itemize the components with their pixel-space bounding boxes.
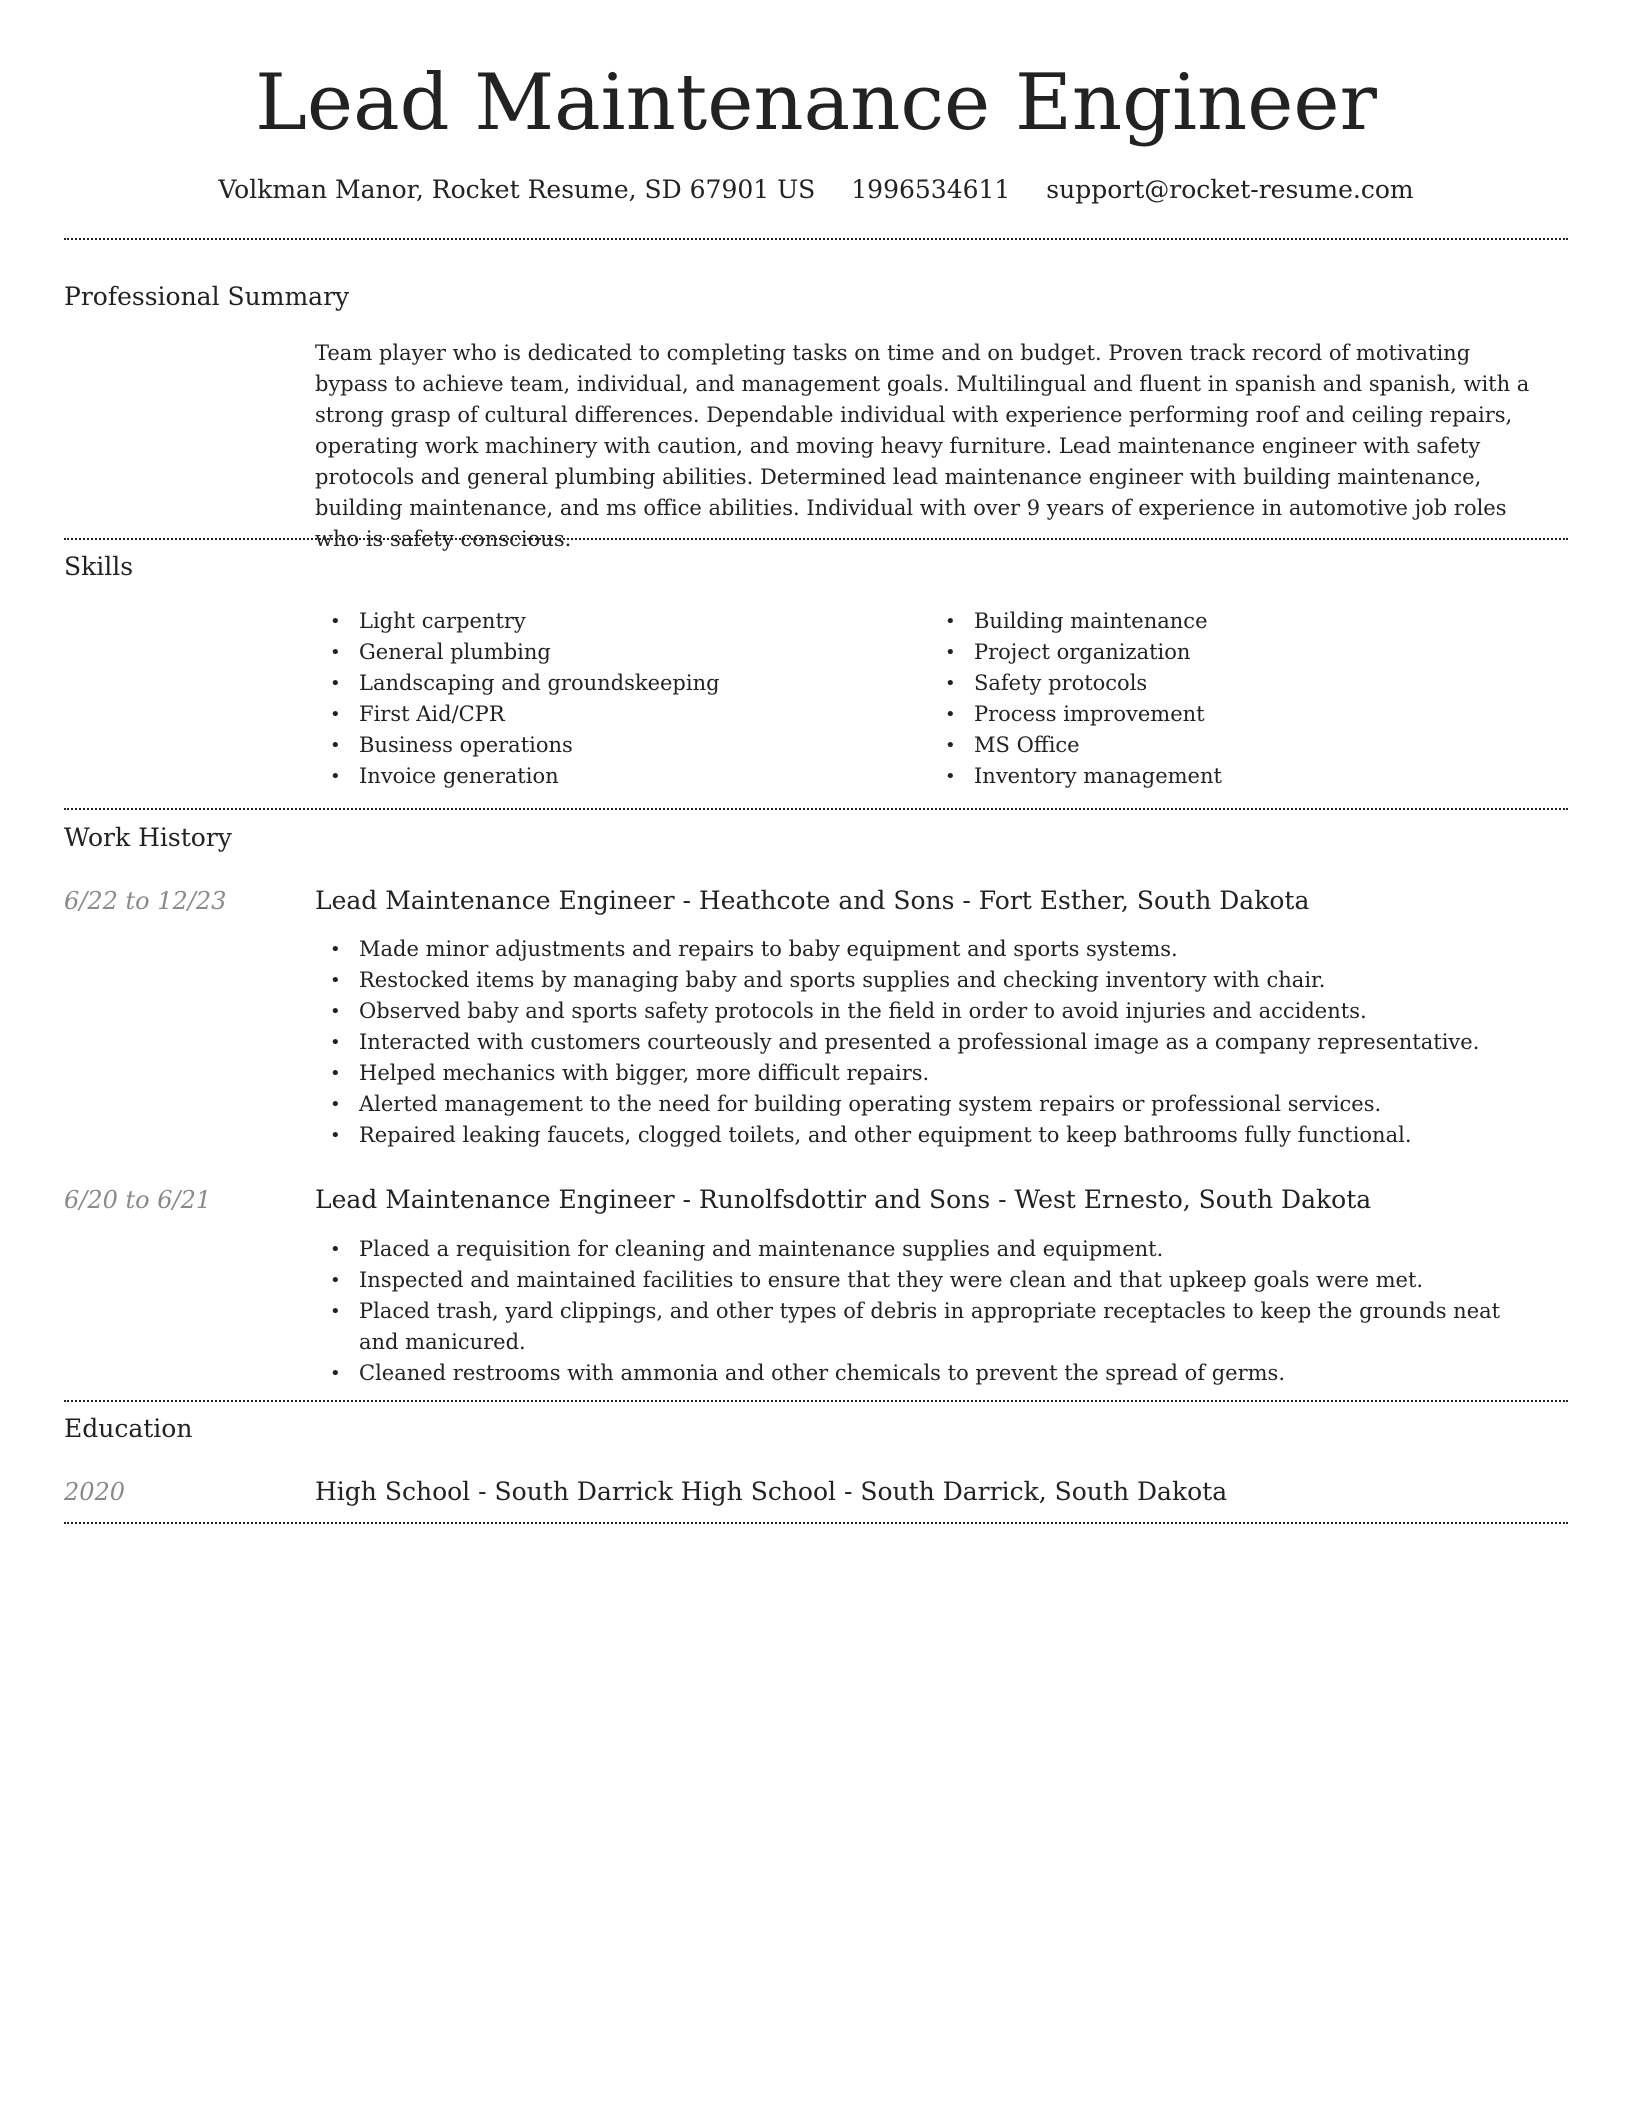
job-role: Lead Maintenance Engineer <box>315 886 675 915</box>
section-title-work: Work History <box>64 823 232 852</box>
job-bullet: • Placed a requisition for cleaning and maintenance supplies and equipment. <box>315 1234 1540 1265</box>
skill-item: • First Aid/CPR <box>315 699 875 730</box>
skill-item: • Inventory management <box>930 761 1530 792</box>
job-title <box>315 1182 1371 1218</box>
skill-item: • Business operations <box>315 730 875 761</box>
job-role: Lead Maintenance Engineer <box>315 1185 675 1214</box>
contact-phone: 1996534611 <box>851 175 1011 204</box>
contact-line <box>0 170 1632 210</box>
job-bullet: • Interacted with customers courteously and presented a professional image as a company representative. <box>315 1027 1540 1058</box>
skill-item: • Process improvement <box>930 699 1530 730</box>
education-dates: 2020 <box>64 1478 126 1506</box>
skill-item: • MS Office <box>930 730 1530 761</box>
job-bullets <box>315 934 1540 1151</box>
job-bullet: • Helped mechanics with bigger, more difficult repairs. <box>315 1058 1540 1089</box>
skill-item: • Building maintenance <box>930 606 1530 637</box>
education-title <box>315 1474 1227 1510</box>
education-degree: High School <box>315 1477 471 1506</box>
skill-item: • Project organization <box>930 637 1530 668</box>
job-bullet: • Alerted management to the need for building operating system repairs or professional services. <box>315 1089 1540 1120</box>
job-title <box>315 883 1309 919</box>
contact-email: support@rocket-resume.com <box>1046 175 1414 204</box>
skill-item: • Invoice generation <box>315 761 875 792</box>
skill-item: • Light carpentry <box>315 606 875 637</box>
job-details: - Runolfsdottir and Sons - West Ernesto, South Dakota <box>674 1185 1372 1214</box>
job-bullet: • Inspected and maintained facilities to ensure that they were clean and that upkeep goals were met. <box>315 1265 1540 1296</box>
section-title-skills: Skills <box>64 552 134 581</box>
divider <box>64 808 1568 810</box>
job-bullet: • Cleaned restrooms with ammonia and other chemicals to prevent the spread of germs. <box>315 1358 1540 1389</box>
summary-text: Team player who is dedicated to completing tasks on time and on budget. Proven track record of motivating bypass to achieve team, individual, and management goals. Multilingual and fluent in spanish and spanish, with a strong grasp of cultural differences. Dependable individual with experience performing roof and ceiling repairs, operating work machinery with caution, and moving heavy furniture. Lead maintenance engineer with safety protocols and general plumbing abilities. Determined lead maintenance engineer with building maintenance, building maintenance, and ms office abilities. Individual with over 9 years of experience in automotive job roles who is safety conscious. <box>315 341 1530 551</box>
job-dates: 6/20 to 6/21 <box>64 1186 212 1214</box>
skill-item: • Safety protocols <box>930 668 1530 699</box>
contact-address: Volkman Manor, Rocket Resume, SD 67901 US <box>218 175 816 204</box>
skill-item: • General plumbing <box>315 637 875 668</box>
job-details: - Heathcote and Sons - Fort Esther, South Dakota <box>674 886 1310 915</box>
section-title-education: Education <box>64 1414 193 1443</box>
skills-list-right <box>930 606 1530 792</box>
divider <box>64 238 1568 240</box>
education-details: - South Darrick High School - South Darrick, South Dakota <box>470 1477 1228 1506</box>
job-bullet: • Restocked items by managing baby and sports supplies and checking inventory with chair. <box>315 965 1540 996</box>
skills-list-left <box>315 606 875 792</box>
job-bullet: • Placed trash, yard clippings, and other types of debris in appropriate receptacles to keep the grounds neat and manicured. <box>315 1296 1540 1358</box>
job-bullet: • Made minor adjustments and repairs to baby equipment and sports systems. <box>315 934 1540 965</box>
job-dates: 6/22 to 12/23 <box>64 887 227 915</box>
section-title-summary: Professional Summary <box>64 282 350 311</box>
divider <box>64 538 1568 540</box>
job-bullets <box>315 1234 1540 1389</box>
candidate-name: Lead Maintenance Engineer <box>255 58 1377 148</box>
divider <box>64 1522 1568 1524</box>
divider <box>64 1400 1568 1402</box>
skill-item: • Landscaping and groundskeeping <box>315 668 875 699</box>
job-bullet: • Repaired leaking faucets, clogged toilets, and other equipment to keep bathrooms fully functional. <box>315 1120 1540 1151</box>
job-bullet: • Observed baby and sports safety protocols in the field in order to avoid injuries and accidents. <box>315 996 1540 1027</box>
